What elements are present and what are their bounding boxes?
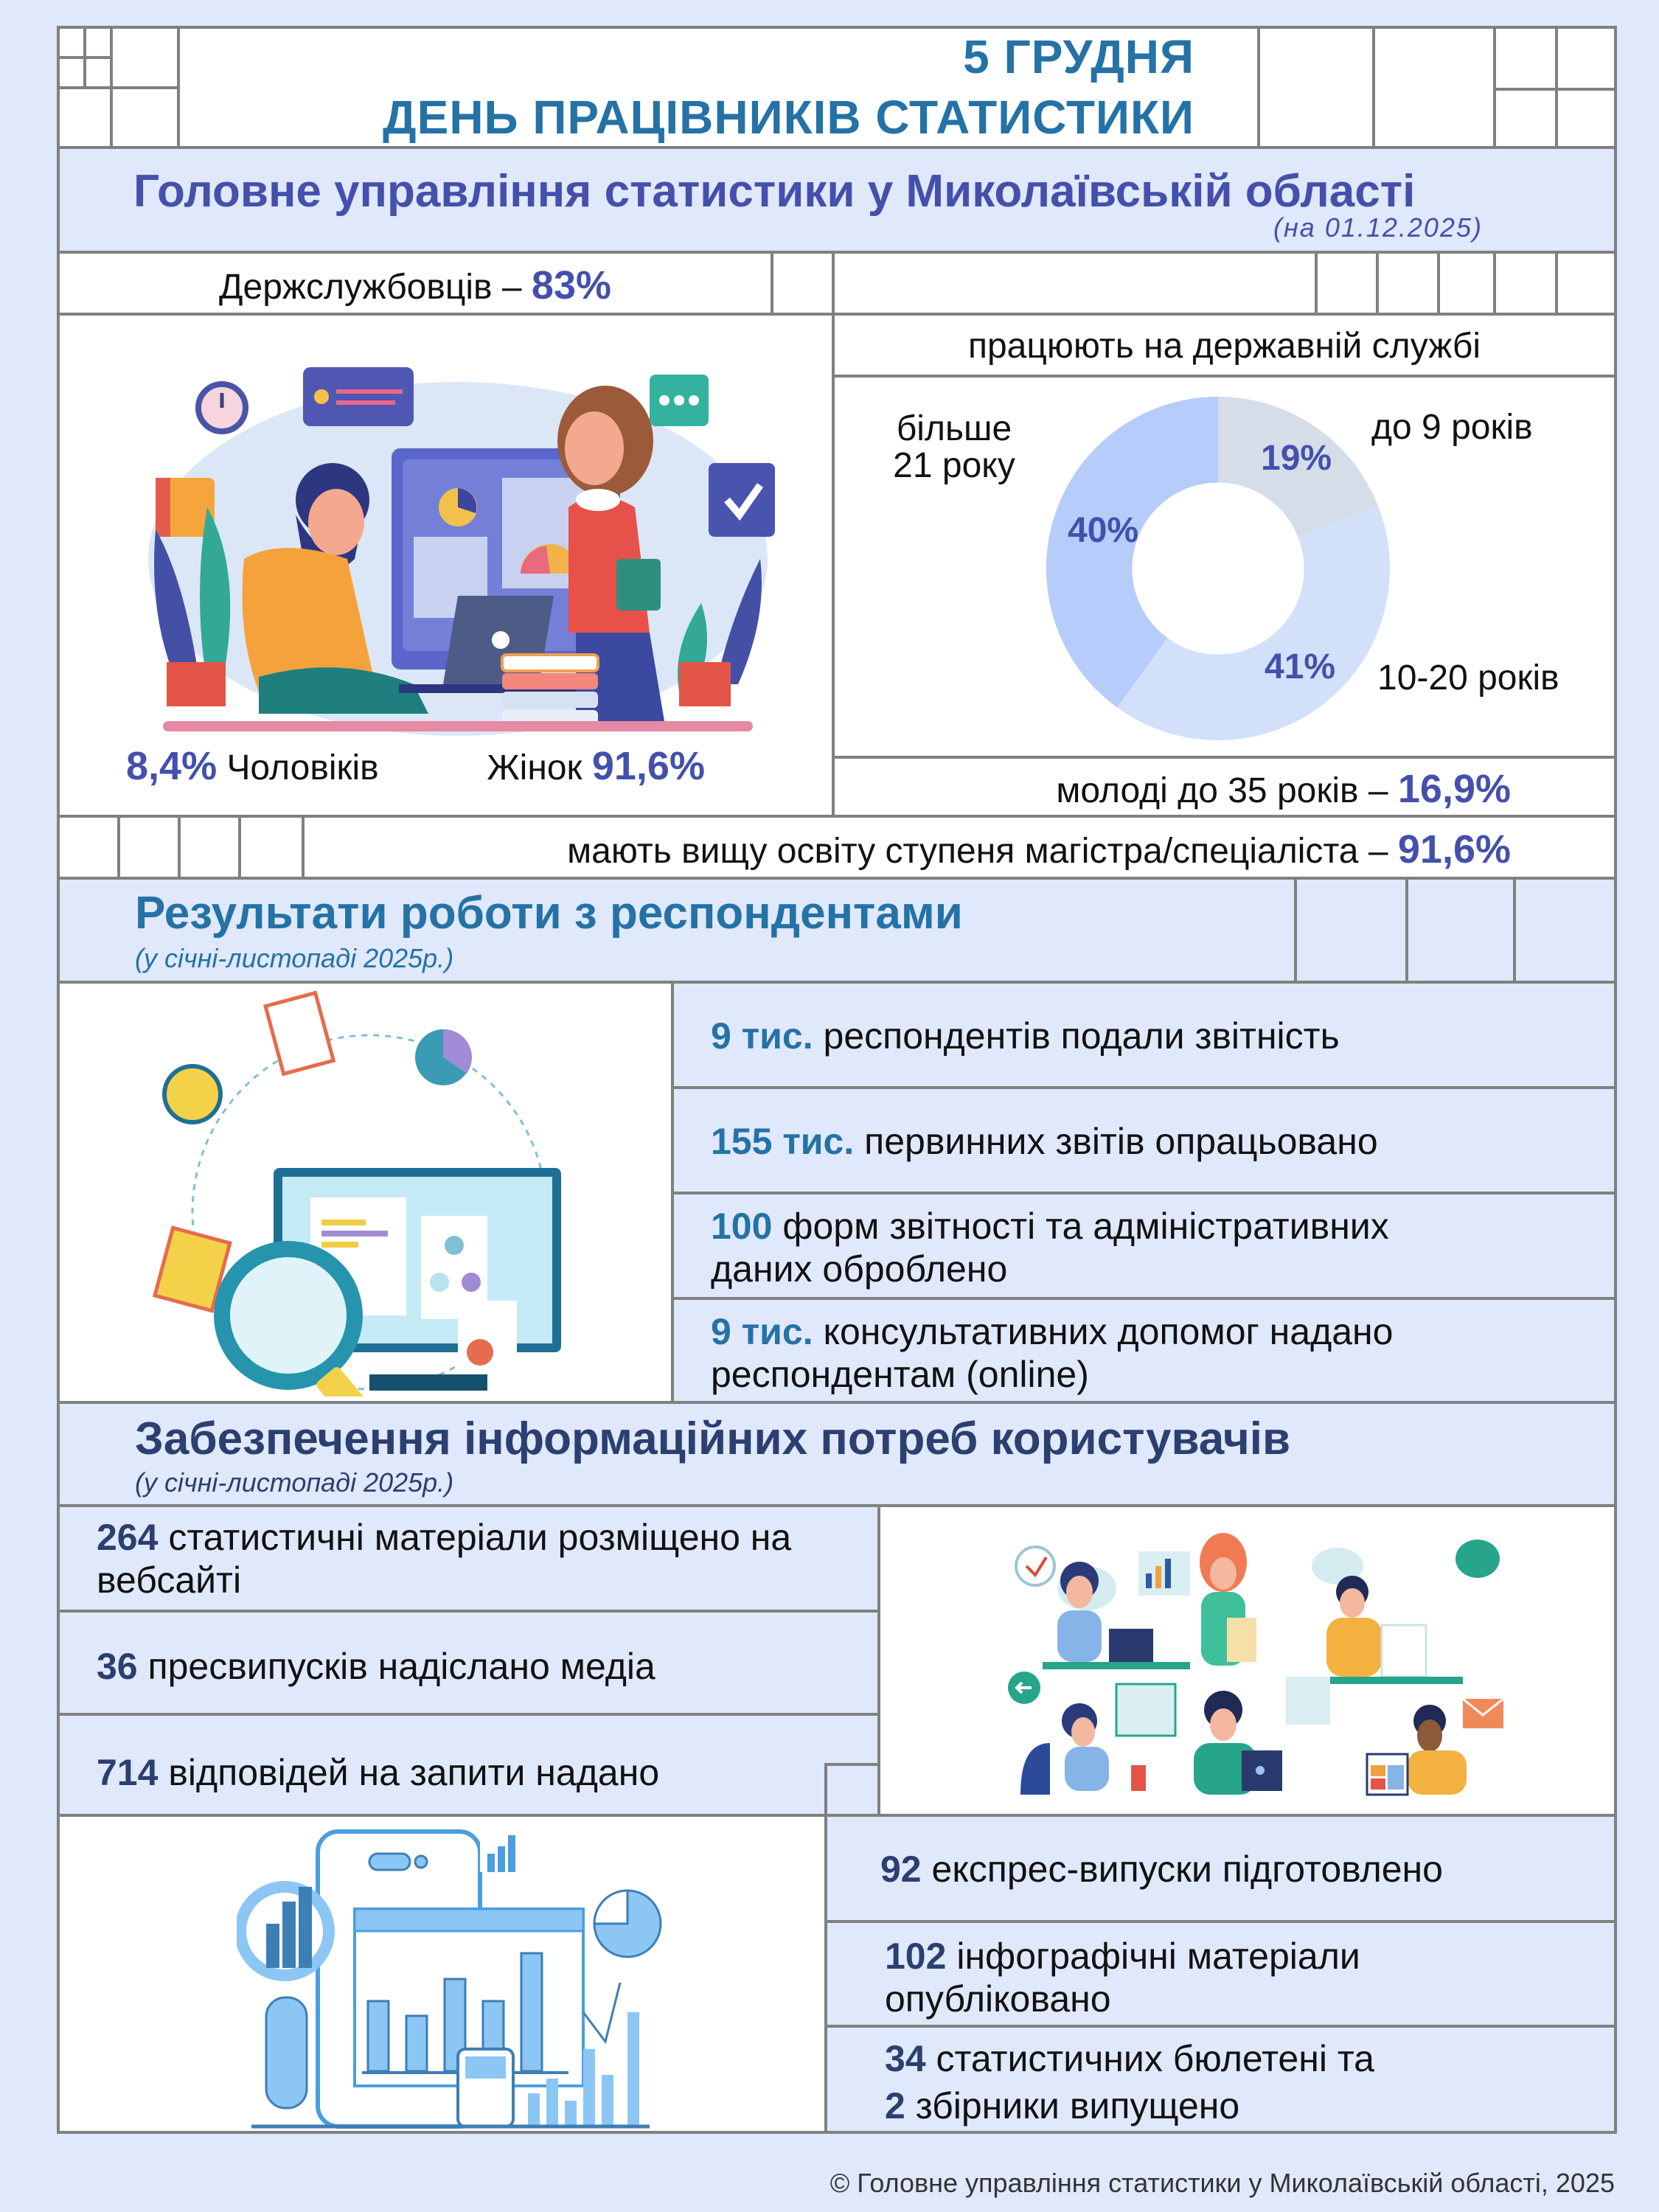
decor-grid-cell (1493, 26, 1558, 91)
civil-servants-label: Держслужбовців – (218, 268, 522, 307)
donut-value-up-to-9: 19% (1261, 439, 1332, 478)
users-item-text: статистичних бюлетені та (925, 2038, 1374, 2079)
respondents-illustration-cell (57, 981, 674, 1404)
respondents-item (671, 1086, 1617, 1194)
decor-grid-cell (1555, 26, 1617, 91)
donut-value-over-21: 40% (1068, 511, 1139, 550)
respondents-item-text: форм звітності та адміністративних даних оброблено (711, 1206, 1389, 1290)
team-collaboration-illustration (1006, 1522, 1537, 1802)
users-item-text: статистичні матеріали розміщено на вебсайті (97, 1517, 792, 1601)
donut-label-over-21-line1: більше (896, 409, 1012, 448)
decor-grid-cell (178, 815, 241, 880)
charts-illustration (237, 1828, 664, 2130)
respondents-item-number: 9 тис. (711, 1311, 813, 1352)
donut-slice-10-20-years (1117, 505, 1390, 740)
users-item-text-2: збірники випущено (905, 2085, 1240, 2126)
decor-grid-cell (57, 26, 86, 59)
decor-grid-cell (832, 251, 1318, 316)
respondents-item-number: 100 (711, 1206, 773, 1247)
decor-grid-cell (238, 815, 305, 880)
youth-label: молоді до 35 років – (1056, 771, 1388, 810)
users-item-text: відповідей на запити надано (158, 1752, 660, 1793)
decor-grid-cell (57, 56, 86, 89)
decor-grid-cell (57, 86, 113, 149)
respondents-title: Результати роботи з респондентами (135, 888, 963, 939)
tenure-donut-chart (1041, 395, 1395, 742)
education-label: мають вищу освіту ступеня магістра/спеціаліста – (567, 832, 1388, 871)
men-label: Чоловіків (226, 748, 379, 787)
decor-grid-cell (1555, 88, 1617, 149)
decor-grid-cell (110, 26, 180, 89)
users-item-number: 34 (885, 2038, 926, 2079)
respondents-period: (у січні-листопаді 2025р.) (135, 943, 454, 973)
data-analysis-illustration (126, 991, 598, 1397)
date-heading: 5 ГРУДНЯ (963, 30, 1194, 83)
donut-label-up-to-9: до 9 років (1371, 408, 1533, 447)
org-title: Головне управління статистики у Миколаївській області (133, 166, 1416, 217)
tenure-title: працюють на державній службі (967, 327, 1481, 366)
users-item-number: 264 (97, 1517, 159, 1558)
decor-grid-cell (117, 815, 181, 880)
users-item (824, 1920, 1617, 2028)
donut-label-10-20: 10-20 років (1377, 658, 1559, 698)
respondents-item-text: консультативних допомог надано респондентам (online) (711, 1311, 1394, 1395)
women-label: Жінок (487, 748, 582, 787)
education-value: 91,6% (1397, 827, 1511, 872)
donut-label-over-21-line2: 21 року (893, 446, 1015, 485)
decor-grid-cell (1405, 877, 1516, 984)
civil-servants-value: 83% (531, 263, 611, 307)
users-item-number: 92 (880, 1848, 922, 1890)
decor-grid-cell (110, 86, 180, 149)
users-illustration-cell (877, 1504, 1617, 1817)
decor-grid-cell (1513, 877, 1617, 984)
decor-grid-cell (57, 815, 120, 880)
tenure-chart-cell (832, 375, 1617, 759)
decor-grid-cell (83, 26, 113, 59)
civil-servants-cell (57, 251, 773, 316)
users-item-text: інфографічні матеріали опубліковано (885, 1935, 1360, 2020)
respondents-item-number: 9 тис. (711, 1015, 813, 1057)
staff-illustration-cell (57, 313, 835, 818)
education-cell (302, 815, 1617, 880)
users-title: Забезпечення інформаційних потреб користувачів (135, 1413, 1291, 1464)
users-item-text: пресвипусків надіслано медіа (137, 1646, 655, 1687)
users-item-number: 714 (97, 1752, 159, 1793)
gender-stats (126, 743, 775, 789)
decor-grid-cell (83, 56, 113, 89)
respondents-item-text: первинних звітів опрацьовано (854, 1121, 1378, 1162)
users-item-number: 36 (97, 1646, 138, 1687)
civil-servants-stat (60, 262, 771, 308)
users-item (57, 1713, 880, 1817)
youth-cell (832, 756, 1617, 818)
decor-grid-cell (1493, 88, 1558, 149)
donut-value-10-20: 41% (1265, 647, 1336, 686)
users-item-number-2: 2 (885, 2085, 905, 2126)
youth-value: 16,9% (1397, 767, 1511, 811)
decor-grid-cell (1555, 251, 1617, 316)
decor-grid-cell (1294, 877, 1408, 984)
women-value: 91,6% (591, 744, 705, 788)
users-header (57, 1401, 1617, 1507)
respondents-item (671, 1192, 1617, 1300)
office-workers-illustration (133, 338, 782, 736)
decor-grid-cell (771, 251, 835, 316)
users-period: (у січні-листопаді 2025р.) (135, 1467, 454, 1498)
men-value: 8,4% (126, 744, 218, 788)
users-item (57, 1610, 880, 1716)
users-item-text: експрес-випуски підготовлено (921, 1848, 1443, 1890)
as-of-date: (на 01.12.2025) (1273, 212, 1483, 243)
org-header (57, 146, 1617, 254)
youth-stat (1056, 766, 1511, 812)
tenure-title-cell (832, 313, 1617, 378)
decor-grid-cell (1315, 251, 1379, 316)
decor-grid-cell (1437, 251, 1496, 316)
decor-grid-cell (1372, 26, 1496, 149)
users-item (57, 1504, 880, 1613)
decor-grid-cell (1257, 26, 1375, 149)
footer-copyright: © Головне управління статистики у Миколаївській області, 2025 (830, 2168, 1615, 2198)
users-item (824, 1814, 1617, 1923)
education-stat (567, 827, 1511, 872)
respondents-item (671, 1297, 1617, 1404)
respondents-item (671, 981, 1617, 1089)
users-item-number: 102 (885, 1935, 947, 1977)
decor-grid-cell (1376, 251, 1440, 316)
users-item (824, 2025, 1617, 2134)
holiday-heading: ДЕНЬ ПРАЦІВНИКІВ СТАТИСТИКИ (383, 91, 1194, 144)
respondents-item-number: 155 тис. (711, 1121, 855, 1162)
decor-grid-cell (824, 1763, 880, 1817)
decor-grid-cell (1493, 251, 1558, 316)
respondents-item-text: респондентів подали звітність (813, 1015, 1340, 1057)
publications-illustration-cell (57, 1814, 827, 2134)
